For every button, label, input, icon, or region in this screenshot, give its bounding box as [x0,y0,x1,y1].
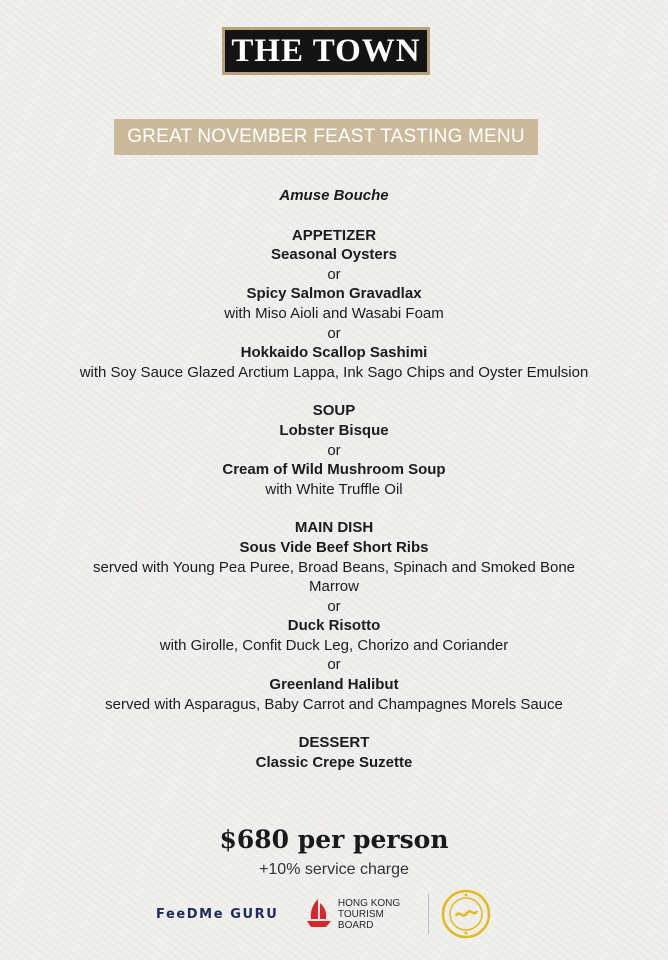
or-separator: or [327,324,341,342]
service-charge: +10% service charge [259,861,409,878]
amuse-bouche: Amuse Bouche [279,187,389,204]
the-town-logo: THE TOWN [222,27,430,75]
dish-description: with Soy Sauce Glazed Arctium Lappa, Ink Sago Chips and Oyster Emulsion [79,363,589,381]
dessert-section [0,733,668,772]
or-separator: or [327,656,341,674]
main-dish-section [0,518,668,714]
dish-salmon-gravadlax: Spicy Salmon Gravadlax [246,285,422,303]
dish-greenland-halibut: Greenland Halibut [269,676,399,694]
appetizer-heading: APPETIZER [291,226,377,244]
or-separator: or [327,265,341,283]
feedme-guru-logo: FeeDMe GURU [156,906,279,922]
dish-beef-short-ribs: Sous Vide Beef Short Ribs [239,538,429,556]
hktb-logo [304,897,422,931]
dish-crepe-suzette: Classic Crepe Suzette [255,753,413,771]
dish-lobster-bisque: Lobster Bisque [279,421,389,439]
menu-title-banner: GREAT NOVEMBER FEAST TASTING MENU [114,119,538,155]
dish-seasonal-oysters: Seasonal Oysters [271,246,397,264]
soup-heading: SOUP [312,402,356,420]
dish-description: with White Truffle Oil [265,480,403,498]
dish-description: with Miso Aioli and Wasabi Foam [224,304,444,322]
dish-scallop-sashimi: Hokkaido Scallop Sashimi [240,344,428,362]
dish-description: with Girolle, Confit Duck Leg, Chorizo and Coriander [159,636,509,654]
appetizer-section [0,226,668,383]
junk-boat-icon [304,897,334,931]
price-per-person: $680 per person [219,825,449,854]
or-separator: or [327,597,341,615]
dessert-heading: DESSERT [298,734,370,752]
sponsor-divider [428,894,429,934]
tasting-menu [0,186,668,791]
hktb-line1: HONG KONG [337,897,401,909]
hktb-line2: TOURISM BOARD [337,908,384,931]
feast-badge-icon [441,889,491,939]
or-separator: or [327,441,341,459]
main-dish-heading: MAIN DISH [294,519,374,537]
dish-mushroom-soup: Cream of Wild Mushroom Soup [222,461,446,479]
sponsor-logos [150,888,520,940]
dish-description: served with Young Pea Puree, Broad Beans, Spinach and Smoked Bone Marrow [93,558,575,596]
dish-duck-risotto: Duck Risotto [287,617,381,635]
dish-description: served with Asparagus, Baby Carrot and Champagnes Morels Sauce [105,695,563,713]
soup-section [0,401,668,499]
